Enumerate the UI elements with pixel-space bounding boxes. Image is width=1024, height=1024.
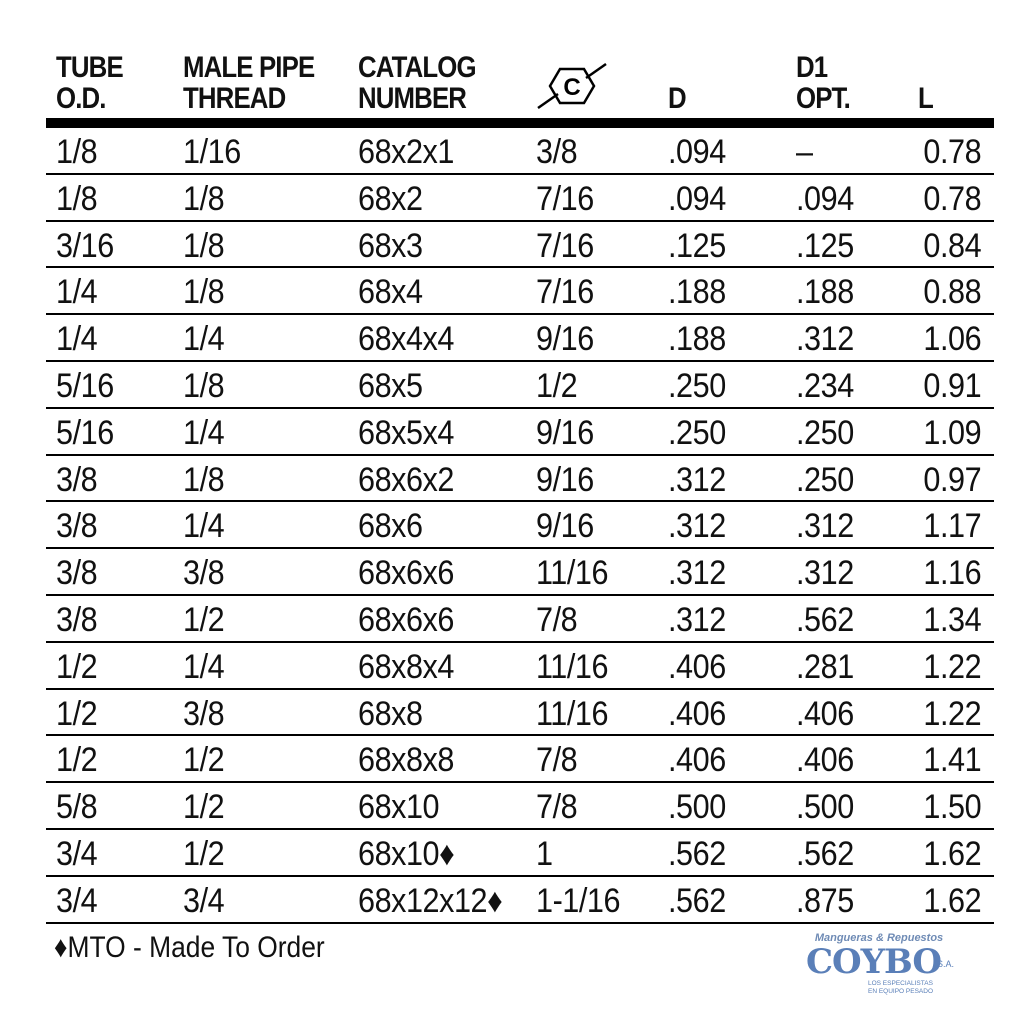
logo-wordmark: COYBO [806, 942, 941, 982]
header-tube-od-line2: O.D. [56, 82, 106, 115]
cell-tube-od: 1/2 [56, 647, 98, 686]
cell-catalog-number: 68x5x4 [358, 413, 454, 452]
cell-d1-opt: .250 [796, 413, 854, 452]
header-male-pipe-thread-line1: MALE PIPE [183, 51, 315, 84]
cell-male-pipe-thread: 1/8 [183, 366, 225, 405]
cell-l: 1.06 [923, 320, 981, 359]
cell-d1-opt: .562 [796, 600, 854, 639]
header-hex-label: C [563, 74, 581, 101]
cell-tube-od: 1/8 [56, 133, 98, 171]
cell-l: 0.91 [923, 366, 981, 405]
table-row [46, 690, 994, 737]
cell-male-pipe-thread: 1/8 [183, 226, 225, 265]
cell-catalog-number: 68x2 [358, 179, 423, 218]
cell-d: .406 [668, 694, 726, 733]
cell-d1-opt: .406 [796, 694, 854, 733]
cell-d: .312 [668, 460, 726, 499]
table-row [46, 222, 994, 269]
cell-l: 0.78 [923, 133, 981, 171]
cell-hex: 9/16 [536, 460, 594, 499]
cell-d: .250 [668, 413, 726, 452]
table-row [46, 362, 994, 409]
cell-hex: 7/8 [536, 600, 578, 639]
table-row [46, 315, 994, 362]
header-male-pipe-thread-line2: THREAD [183, 82, 286, 115]
table-body [46, 128, 994, 924]
cell-d1-opt: .125 [796, 226, 854, 265]
cell-d: .312 [668, 600, 726, 639]
cell-d: .312 [668, 554, 726, 593]
cell-tube-od: 3/8 [56, 507, 98, 546]
cell-tube-od: 1/2 [56, 741, 98, 780]
cell-male-pipe-thread: 1/8 [183, 460, 225, 499]
cell-d1-opt: .406 [796, 741, 854, 780]
table-row [46, 783, 994, 830]
table-row [46, 456, 994, 503]
header-d-line1: D [668, 82, 686, 115]
header-catalog-number-line1: CATALOG [358, 51, 476, 84]
cell-tube-od: 5/8 [56, 788, 98, 827]
cell-d1-opt: .234 [796, 366, 854, 405]
cell-catalog-number: 68x10♦ [358, 834, 455, 873]
logo-tagline: Mangueras & Repuestos [814, 932, 944, 944]
cell-hex: 1-1/16 [536, 881, 621, 920]
cell-catalog-number: 68x12x12♦ [358, 881, 503, 920]
cell-d: .094 [668, 179, 726, 218]
cell-male-pipe-thread: 3/8 [183, 554, 225, 593]
header-d1-opt-line2: OPT. [796, 82, 850, 115]
cell-catalog-number: 68x10 [358, 788, 440, 827]
cell-hex: 7/8 [536, 788, 578, 827]
cell-male-pipe-thread: 1/4 [183, 320, 225, 359]
table-row [46, 502, 994, 549]
header-d1-opt [796, 52, 850, 118]
cell-d1-opt: .312 [796, 507, 854, 546]
cell-catalog-number: 68x6x2 [358, 460, 454, 499]
cell-l: 0.84 [923, 226, 981, 265]
header-tube-od-line1: TUBE [56, 51, 123, 84]
cell-catalog-number: 68x8 [358, 694, 423, 733]
cell-tube-od: 1/2 [56, 694, 98, 733]
cell-d: .312 [668, 507, 726, 546]
cell-l: 1.17 [923, 507, 981, 546]
cell-d: .094 [668, 133, 726, 171]
fitting-spec-table [46, 0, 994, 1024]
table-row [46, 549, 994, 596]
cell-tube-od: 1/4 [56, 273, 98, 312]
cell-hex: 7/16 [536, 226, 594, 265]
cell-d1-opt: .500 [796, 788, 854, 827]
logo-subtitle-line1: LOS ESPECIALISTAS [868, 980, 933, 987]
cell-hex: 9/16 [536, 320, 594, 359]
cell-l: 1.16 [923, 554, 981, 593]
cell-tube-od: 3/4 [56, 834, 98, 873]
table-row [46, 409, 994, 456]
cell-d1-opt: – [796, 133, 813, 171]
cell-d: .188 [668, 320, 726, 359]
cell-tube-od: 1/8 [56, 179, 98, 218]
cell-d1-opt: .312 [796, 554, 854, 593]
header-l-line1: L [918, 82, 933, 115]
header-d1-opt-line1: D1 [796, 51, 828, 84]
header-catalog-number [358, 52, 476, 118]
cell-d: .562 [668, 881, 726, 920]
cell-hex: 7/16 [536, 179, 594, 218]
cell-catalog-number: 68x5 [358, 366, 423, 405]
cell-d1-opt: .188 [796, 273, 854, 312]
cell-catalog-number: 68x6x6 [358, 600, 454, 639]
cell-l: 1.41 [923, 741, 981, 780]
cell-l: 1.09 [923, 413, 981, 452]
cell-hex: 11/16 [536, 554, 609, 593]
cell-male-pipe-thread: 1/4 [183, 507, 225, 546]
cell-d: .406 [668, 647, 726, 686]
logo-subtitle-line2: EN EQUIPO PESADO [868, 988, 934, 995]
cell-catalog-number: 68x3 [358, 226, 423, 265]
cell-catalog-number: 68x6 [358, 507, 423, 546]
table-row [46, 268, 994, 315]
cell-d1-opt: .562 [796, 834, 854, 873]
cell-hex: 7/8 [536, 741, 578, 780]
cell-male-pipe-thread: 1/2 [183, 600, 225, 639]
cell-d: .406 [668, 741, 726, 780]
table-row [46, 877, 994, 924]
table-row [46, 643, 994, 690]
cell-catalog-number: 68x6x6 [358, 554, 454, 593]
cell-l: 1.22 [923, 694, 981, 733]
cell-hex: 1/2 [536, 366, 578, 405]
cell-l: 0.78 [923, 179, 981, 218]
cell-hex: 11/16 [536, 694, 609, 733]
cell-l: 1.62 [923, 881, 981, 920]
cell-d: .562 [668, 834, 726, 873]
cell-tube-od: 5/16 [56, 413, 114, 452]
cell-d1-opt: .094 [796, 179, 854, 218]
cell-l: 1.62 [923, 834, 981, 873]
cell-catalog-number: 68x2x1 [358, 133, 454, 171]
table-row [46, 128, 994, 175]
cell-catalog-number: 68x4x4 [358, 320, 454, 359]
table-row [46, 175, 994, 222]
table-row [46, 596, 994, 643]
cell-male-pipe-thread: 1/4 [183, 413, 225, 452]
cell-catalog-number: 68x4 [358, 273, 423, 312]
cell-d: .500 [668, 788, 726, 827]
table-row [46, 830, 994, 877]
cell-male-pipe-thread: 1/2 [183, 788, 225, 827]
cell-d: .125 [668, 226, 726, 265]
cell-d: .250 [668, 366, 726, 405]
cell-hex: 1 [536, 834, 553, 873]
cell-d: .188 [668, 273, 726, 312]
footnote: ♦MTO - Made To Order [54, 931, 325, 964]
cell-d1-opt: .312 [796, 320, 854, 359]
cell-male-pipe-thread: 1/16 [183, 133, 241, 171]
cell-male-pipe-thread: 1/2 [183, 834, 225, 873]
cell-tube-od: 3/8 [56, 600, 98, 639]
cell-male-pipe-thread: 1/8 [183, 273, 225, 312]
table-row [46, 736, 994, 783]
cell-l: 1.34 [923, 600, 981, 639]
cell-tube-od: 1/4 [56, 320, 98, 359]
cell-hex: 9/16 [536, 413, 594, 452]
header-tube-od [56, 52, 123, 118]
cell-l: 0.88 [923, 273, 981, 312]
cell-catalog-number: 68x8x8 [358, 741, 454, 780]
cell-hex: 11/16 [536, 647, 609, 686]
cell-male-pipe-thread: 1/2 [183, 741, 225, 780]
company-logo [804, 932, 954, 1000]
cell-male-pipe-thread: 1/8 [183, 179, 225, 218]
cell-male-pipe-thread: 1/4 [183, 647, 225, 686]
header-divider [46, 118, 994, 128]
cell-male-pipe-thread: 3/4 [183, 881, 225, 920]
cell-tube-od: 5/16 [56, 366, 114, 405]
hex-wrench-icon [536, 60, 608, 112]
header-male-pipe-thread [183, 52, 314, 118]
cell-l: 0.97 [923, 460, 981, 499]
cell-d1-opt: .875 [796, 881, 854, 920]
cell-catalog-number: 68x8x4 [358, 647, 454, 686]
cell-tube-od: 3/8 [56, 554, 98, 593]
cell-hex: 9/16 [536, 507, 594, 546]
cell-d1-opt: .250 [796, 460, 854, 499]
cell-d1-opt: .281 [796, 647, 854, 686]
cell-tube-od: 3/8 [56, 460, 98, 499]
logo-suffix: S.A. [937, 959, 955, 969]
header-catalog-number-line2: NUMBER [358, 82, 467, 115]
cell-l: 1.22 [923, 647, 981, 686]
cell-hex: 7/16 [536, 273, 594, 312]
cell-l: 1.50 [923, 788, 981, 827]
cell-tube-od: 3/4 [56, 881, 98, 920]
cell-hex: 3/8 [536, 133, 578, 171]
table-header [46, 52, 994, 118]
cell-tube-od: 3/16 [56, 226, 114, 265]
cell-male-pipe-thread: 3/8 [183, 694, 225, 733]
